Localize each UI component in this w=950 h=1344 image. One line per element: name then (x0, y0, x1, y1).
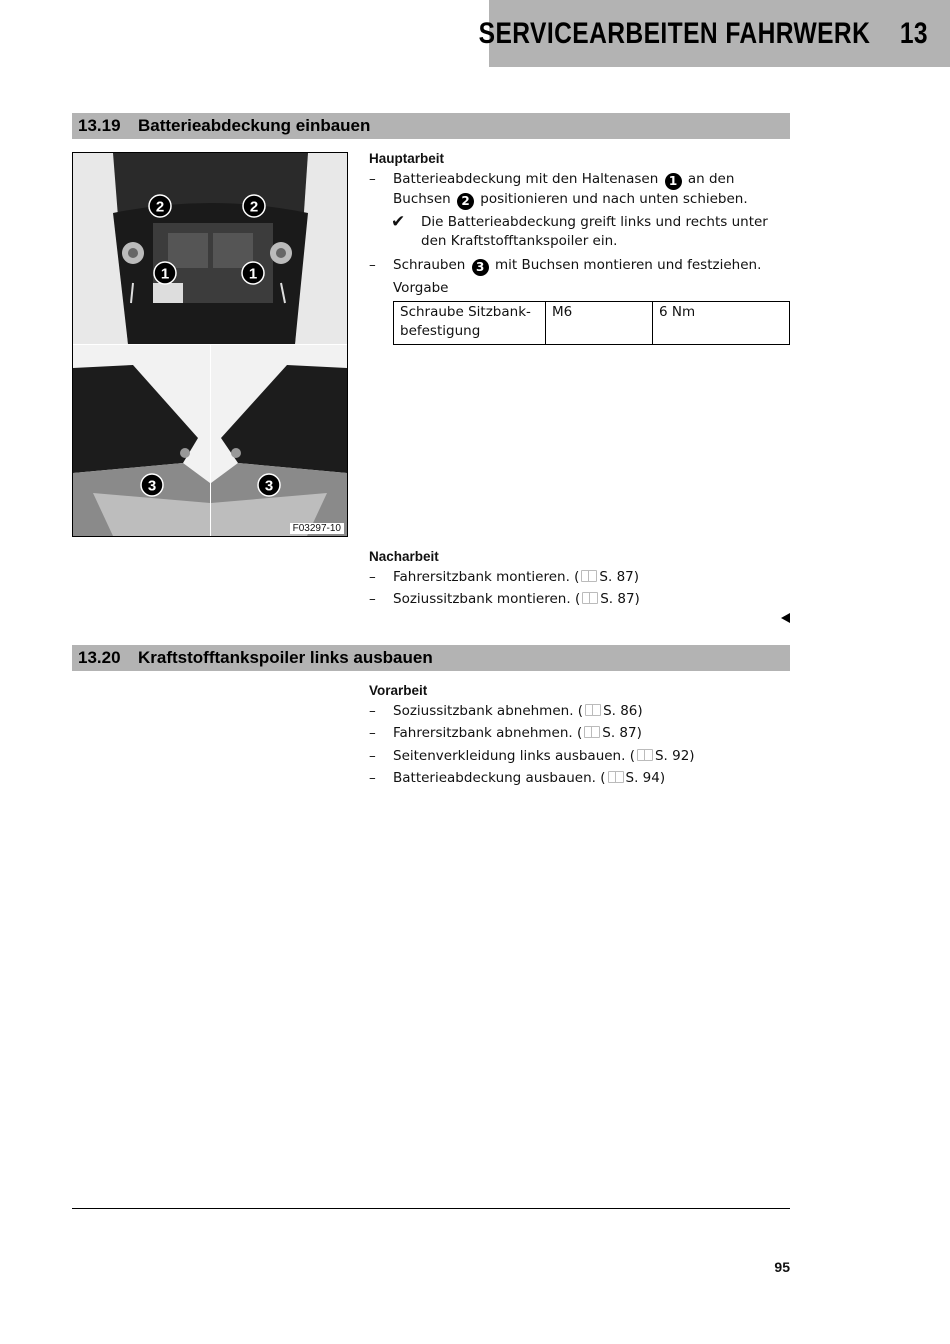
book-icon (585, 704, 601, 716)
footer-divider (72, 1208, 790, 1209)
after-work-block (369, 547, 790, 613)
callout-1-left (154, 262, 176, 284)
book-icon (637, 749, 653, 761)
callout-2-left (149, 195, 171, 217)
dash-bullet: – (369, 568, 376, 585)
check-icon: ✔ (391, 211, 406, 232)
list-item (369, 702, 790, 722)
table-row (394, 302, 790, 345)
callout-ref-2: 2 (457, 193, 474, 210)
dash-bullet: – (369, 725, 376, 741)
step-text: an den Buchsen (393, 170, 735, 207)
figure-illustration (73, 153, 347, 536)
page-ref-link[interactable]: S. 87) (602, 725, 642, 741)
step-text: mit Buchsen montieren und festziehen. (494, 256, 762, 273)
pre-work-block (369, 681, 790, 792)
callout-label: 2 (249, 198, 259, 216)
callout-label: 3 (264, 477, 274, 495)
step-text: positionieren und nach unten schieben. (480, 190, 748, 207)
spec-cell-torque: 6 Nm (653, 302, 790, 345)
callout-3-left (141, 474, 163, 496)
page-number: 95 (774, 1259, 790, 1275)
section-number: 13.20 (78, 648, 121, 667)
step-text: Fahrersitzbank montieren. ( (393, 568, 580, 585)
chapter-number: 13 (899, 16, 928, 50)
step-text: Batterieabdeckung ausbauen. ( (393, 770, 606, 786)
result-text: Die Batterieabdeckung greift links und rechts unter den Kraftstofftankspoiler ein. (421, 213, 768, 249)
page-ref-link[interactable]: S. 92) (654, 747, 695, 764)
section-number: 13.19 (78, 116, 121, 135)
step-text: Soziussitzbank abnehmen. ( (393, 702, 584, 719)
callout-2-right (243, 195, 265, 217)
step-text: Fahrersitzbank abnehmen. ( (393, 725, 583, 741)
figure-battery-cover (72, 152, 348, 537)
spec-cell-thread: M6 (546, 302, 653, 345)
dash-bullet: – (369, 770, 376, 786)
book-icon (581, 570, 597, 582)
step-mount-screws (369, 256, 790, 276)
dash-bullet: – (369, 256, 376, 273)
after-work-heading: Nacharbeit (369, 549, 439, 564)
pre-work-heading: Vorarbeit (369, 683, 428, 698)
step-result (369, 213, 790, 252)
page-ref-link[interactable]: S. 87) (600, 591, 640, 607)
page-ref-link[interactable]: S. 86) (603, 702, 643, 719)
step-text: Seitenverkleidung links ausbauen. ( (393, 747, 635, 764)
list-item (369, 769, 790, 789)
section-title: Batterieabdeckung einbauen (138, 116, 371, 135)
page-ref-link[interactable]: S. 87) (599, 568, 640, 585)
section-end-marker-icon (781, 613, 790, 623)
section-title: Kraftstofftankspoiler links ausbauen (138, 648, 433, 667)
callout-ref-3: 3 (472, 259, 489, 276)
main-work-heading: Hauptarbeit (369, 151, 445, 166)
main-work-block (369, 149, 790, 345)
callout-label: 1 (248, 265, 258, 283)
page-ref-link[interactable]: S. 94) (625, 770, 666, 786)
callout-label: 3 (147, 477, 157, 495)
spec-label: Vorgabe (393, 279, 449, 296)
step-position-cover (369, 170, 790, 210)
dash-bullet: – (369, 591, 376, 607)
callout-label: 1 (160, 265, 170, 283)
spec-table (393, 301, 790, 345)
section-heading-13-19 (72, 113, 790, 139)
step-text: Schrauben (393, 256, 466, 273)
callout-label: 2 (155, 198, 165, 216)
list-item (369, 590, 790, 610)
spec-cell-item: Schraube Sitzbankbefestigung (394, 302, 546, 345)
book-icon (584, 726, 600, 738)
figure-code: F03297-10 (290, 523, 344, 534)
chapter-title-text: SERVICEARBEITEN FAHRWERK (478, 16, 871, 50)
step-text: Batterieabdeckung mit den Haltenasen (393, 170, 659, 187)
dash-bullet: – (369, 170, 376, 187)
book-icon (582, 592, 598, 604)
list-item (369, 724, 790, 744)
list-item (369, 747, 790, 767)
callout-3-right (258, 474, 280, 496)
dash-bullet: – (369, 747, 376, 764)
section-heading-13-20 (72, 645, 790, 671)
callout-ref-1: 1 (665, 173, 682, 190)
step-text: Soziussitzbank montieren. ( (393, 591, 581, 607)
chapter-title (479, 17, 928, 51)
list-item (369, 568, 790, 588)
dash-bullet: – (369, 702, 376, 719)
callout-1-right (242, 262, 264, 284)
book-icon (608, 771, 624, 783)
chapter-header (478, 0, 950, 67)
